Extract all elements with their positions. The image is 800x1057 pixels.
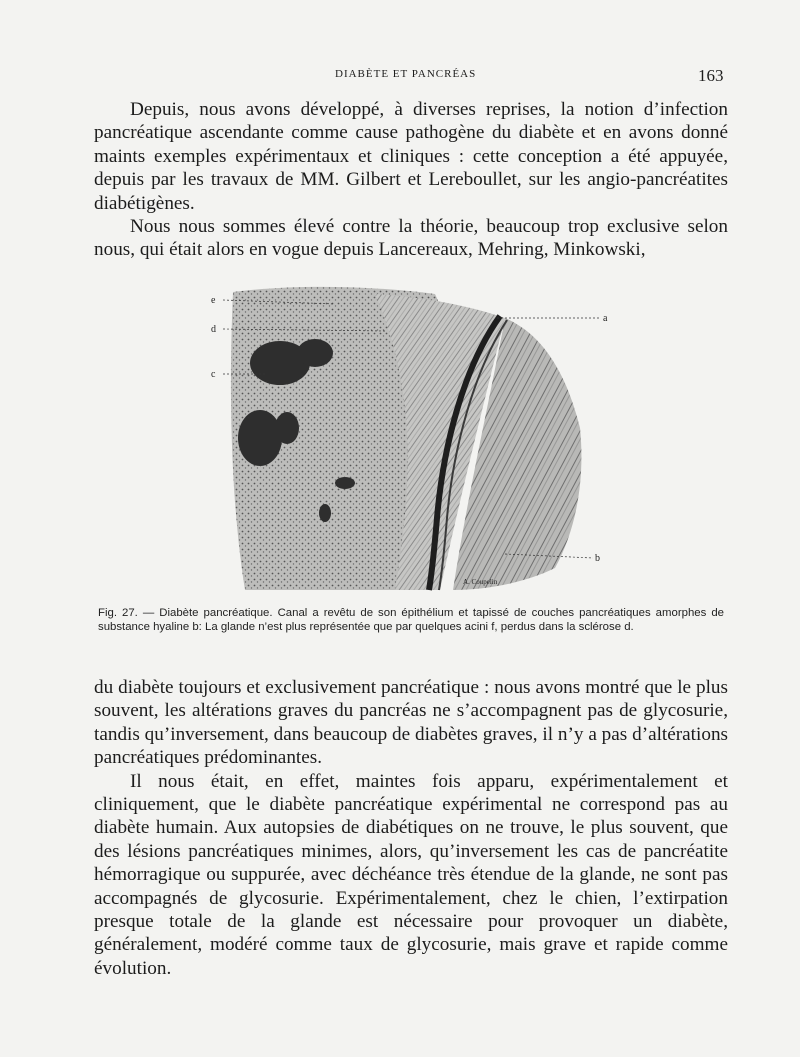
label-d: d [211, 324, 216, 335]
figure-caption: Fig. 27. — Diabète pancréatique. Canal a revêtu de son épithélium et tapissé de couches pancréatiques amorphes de substance hyaline b: La glande n’est plus représentée que par quelques acini f, perdus dans la sclérose d. [98, 607, 724, 633]
label-a: a [603, 313, 608, 324]
label-b: b [595, 553, 600, 564]
histology-figure [205, 278, 615, 596]
paragraph-theorie: Nous nous sommes élevé contre la théorie, beaucoup trop exclusive selon nous, qui était alors en vogue depuis Lancereaux, Mehring, Minkowski, [94, 216, 728, 261]
artist-signature: A. Coupelin [463, 578, 498, 586]
paragraph-infection: Depuis, nous avons développé, à diverses reprises, la notion d’infection pancréatique ascendante comme cause pathogène du diabète et en avons donné maints exemples expérimentaux et cliniques : cette conception a été appuyée, depuis par les travaux de MM. Gilbert et Lereboullet, sur les angio-pancréatites diabétigènes. [94, 99, 728, 214]
paragraph-autopsies: Il nous était, en effet, maintes fois apparu, expérimentalement et cliniquement, que le diabète pancréatique expérimental ne correspond pas au diabète humain. Aux autopsies de diabétiques on ne trouve, le plus souvent, que des lésions pancréatiques minimes, alors, qu’inversement les cas de pancréatite hémorragique ou suppurée, avec déchéance très étendue de la glande, ne sont pas accompagnés de glycosurie. Expérimentalement, chez le chien, l’extirpation presque totale de la glande est nécessaire pour provoquer un diabète, généralement, modéré comme taux de glycosurie, mais grave et rapide comme évolution. [94, 770, 728, 979]
label-e: e [211, 295, 216, 306]
paragraph-diabete-pancreatique: du diabète toujours et exclusivement pancréatique : nous avons montré que le plus souvent, les altérations graves du pancréas ne s’accompagnent pas de glycosurie, tandis qu’inversement, dans beaucoup de diabètes graves, il n’y a pas d’altérations pancréatiques prédominantes. [94, 677, 728, 769]
running-head: DIABÈTE ET PANCRÉAS [335, 68, 477, 80]
histology-illustration [205, 278, 615, 596]
page-number: 163 [698, 66, 724, 85]
top-text-block [94, 98, 728, 262]
bottom-text-block [94, 676, 728, 980]
label-c: c [211, 369, 216, 380]
